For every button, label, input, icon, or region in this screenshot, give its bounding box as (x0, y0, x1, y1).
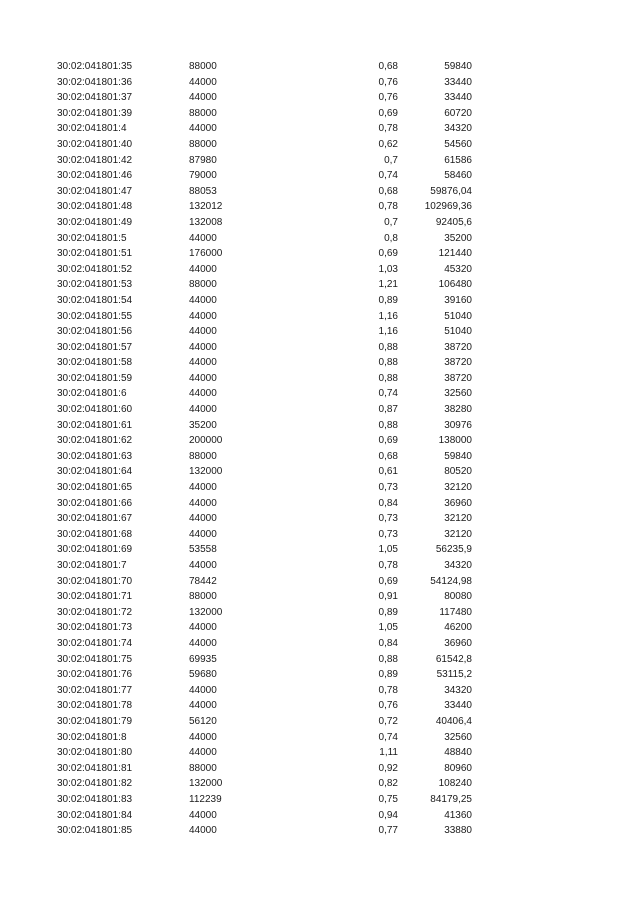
total-cell: 108240 (438, 778, 472, 790)
total-cell: 32560 (444, 731, 472, 743)
total-cell: 102969,36 (424, 201, 472, 213)
total-cell: 33440 (444, 700, 472, 712)
table-row (0, 574, 640, 590)
coefficient-cell: 0,68 (378, 450, 398, 462)
cadastral-number-cell: 30:02:041801:83 (57, 793, 133, 805)
area-cell: 44000 (189, 747, 217, 759)
cadastral-number-cell: 30:02:041801:7 (57, 560, 127, 571)
cadastral-number-cell: 30:02:041801:84 (57, 809, 133, 821)
coefficient-cell: 0,73 (378, 482, 398, 494)
coefficient-cell: 0,82 (378, 778, 398, 790)
table-row (0, 464, 640, 480)
data-table (0, 59, 640, 839)
area-cell: 44000 (189, 700, 217, 712)
area-cell: 88000 (189, 61, 217, 72)
coefficient-cell: 0,88 (378, 419, 398, 431)
table-row (0, 153, 640, 169)
total-cell: 32120 (444, 482, 472, 494)
total-cell: 84179,25 (430, 793, 472, 805)
coefficient-cell: 0,91 (378, 591, 398, 603)
cadastral-number-cell: 30:02:041801:63 (57, 450, 133, 462)
cadastral-number-cell: 30:02:041801:60 (57, 404, 133, 416)
table-row (0, 683, 640, 699)
coefficient-cell: 0,72 (378, 715, 398, 727)
cadastral-number-cell: 30:02:041801:57 (57, 341, 133, 353)
total-cell: 46200 (444, 622, 472, 634)
cadastral-number-cell: 30:02:041801:76 (57, 669, 133, 681)
area-cell: 88000 (189, 138, 217, 150)
table-row (0, 542, 640, 558)
area-cell: 88000 (189, 762, 217, 774)
coefficient-cell: 0,74 (378, 170, 398, 182)
cadastral-number-cell: 30:02:041801:5 (57, 232, 127, 244)
table-row (0, 59, 640, 75)
table-row (0, 698, 640, 714)
total-cell: 92405,6 (435, 216, 472, 228)
area-cell: 44000 (189, 513, 217, 525)
coefficient-cell: 0,84 (378, 637, 398, 649)
table-row (0, 745, 640, 761)
total-cell: 34320 (444, 123, 472, 135)
cadastral-number-cell: 30:02:041801:47 (57, 185, 133, 197)
total-cell: 32120 (444, 528, 472, 540)
table-row (0, 558, 640, 574)
table-row (0, 589, 640, 605)
coefficient-cell: 0,74 (378, 388, 398, 400)
total-cell: 35200 (444, 232, 472, 244)
area-cell: 69935 (189, 653, 217, 665)
coefficient-cell: 1,16 (378, 326, 398, 338)
cadastral-number-cell: 30:02:041801:73 (57, 622, 133, 634)
total-cell: 32120 (444, 513, 472, 525)
cadastral-number-cell: 30:02:041801:64 (57, 466, 133, 478)
coefficient-cell: 0,74 (378, 731, 398, 743)
coefficient-cell: 0,75 (378, 793, 398, 805)
table-row (0, 106, 640, 122)
area-cell: 44000 (189, 622, 217, 634)
table-row (0, 511, 640, 527)
area-cell: 44000 (189, 232, 217, 244)
table-row (0, 527, 640, 543)
coefficient-cell: 0,92 (378, 762, 398, 774)
area-cell: 44000 (189, 388, 217, 400)
coefficient-cell: 0,68 (378, 185, 398, 197)
area-cell: 88000 (189, 279, 217, 291)
total-cell: 38720 (444, 341, 472, 353)
cadastral-number-cell: 30:02:041801:39 (57, 107, 133, 119)
table-row (0, 620, 640, 636)
table-row (0, 246, 640, 262)
table-row (0, 776, 640, 792)
cadastral-number-cell: 30:02:041801:48 (57, 201, 133, 213)
coefficient-cell: 0,69 (378, 107, 398, 119)
area-cell: 44000 (189, 528, 217, 540)
cadastral-number-cell: 30:02:041801:35 (57, 61, 133, 72)
table-row (0, 293, 640, 309)
total-cell: 59840 (444, 450, 472, 462)
area-cell: 88000 (189, 107, 217, 119)
area-cell: 132000 (189, 778, 223, 790)
total-cell: 34320 (444, 684, 472, 696)
coefficient-cell: 0,73 (378, 513, 398, 525)
area-cell: 44000 (189, 731, 217, 743)
cadastral-number-cell: 30:02:041801:51 (57, 248, 133, 260)
cadastral-number-cell: 30:02:041801:71 (57, 591, 133, 603)
total-cell: 121440 (438, 248, 472, 260)
total-cell: 60720 (444, 107, 472, 119)
table-row (0, 496, 640, 512)
area-cell: 44000 (189, 92, 217, 104)
area-cell: 44000 (189, 372, 217, 384)
cadastral-number-cell: 30:02:041801:46 (57, 170, 133, 182)
table-row (0, 324, 640, 340)
coefficient-cell: 0,78 (378, 201, 398, 213)
cadastral-number-cell: 30:02:041801:78 (57, 700, 133, 712)
table-row (0, 277, 640, 293)
total-cell: 34320 (444, 560, 472, 571)
total-cell: 30976 (444, 419, 472, 431)
area-cell: 79000 (189, 170, 217, 182)
total-cell: 53115,2 (436, 669, 472, 681)
total-cell: 38720 (444, 372, 472, 384)
coefficient-cell: 0,77 (378, 825, 398, 837)
total-cell: 41360 (444, 809, 472, 821)
area-cell: 44000 (189, 482, 217, 494)
cadastral-number-cell: 30:02:041801:68 (57, 528, 133, 540)
total-cell: 36960 (444, 637, 472, 649)
table-row (0, 449, 640, 465)
coefficient-cell: 0,88 (378, 341, 398, 353)
cadastral-number-cell: 30:02:041801:85 (57, 825, 133, 837)
area-cell: 78442 (189, 575, 217, 587)
coefficient-cell: 0,88 (378, 372, 398, 384)
area-cell: 44000 (189, 825, 217, 837)
cadastral-number-cell: 30:02:041801:37 (57, 92, 133, 104)
total-cell: 106480 (438, 279, 472, 291)
total-cell: 48840 (444, 747, 472, 759)
coefficient-cell: 1,11 (379, 747, 398, 759)
table-row (0, 75, 640, 91)
area-cell: 44000 (189, 560, 217, 571)
total-cell: 39160 (444, 294, 472, 306)
cadastral-number-cell: 30:02:041801:4 (57, 123, 127, 135)
area-cell: 44000 (189, 123, 217, 135)
table-row (0, 386, 640, 402)
coefficient-cell: 0,84 (378, 497, 398, 509)
area-cell: 132000 (189, 606, 223, 618)
area-cell: 44000 (189, 497, 217, 509)
area-cell: 56120 (189, 715, 217, 727)
area-cell: 35200 (189, 419, 217, 431)
total-cell: 54124,98 (430, 575, 472, 587)
area-cell: 59680 (189, 669, 217, 681)
area-cell: 132012 (189, 201, 223, 213)
table-row (0, 137, 640, 153)
table-row (0, 667, 640, 683)
total-cell: 38720 (444, 357, 472, 369)
area-cell: 88000 (189, 591, 217, 603)
table-row (0, 433, 640, 449)
table-row (0, 199, 640, 215)
table-row (0, 730, 640, 746)
area-cell: 88053 (189, 185, 217, 197)
table-row (0, 402, 640, 418)
area-cell: 44000 (189, 684, 217, 696)
table-row (0, 823, 640, 839)
table-row (0, 355, 640, 371)
coefficient-cell: 0,7 (384, 154, 398, 166)
cadastral-number-cell: 30:02:041801:79 (57, 715, 133, 727)
total-cell: 80080 (444, 591, 472, 603)
table-row (0, 215, 640, 231)
coefficient-cell: 0,78 (378, 560, 398, 571)
coefficient-cell: 1,05 (378, 622, 398, 634)
area-cell: 87980 (189, 154, 217, 166)
table-row (0, 371, 640, 387)
cadastral-number-cell: 30:02:041801:65 (57, 482, 133, 494)
total-cell: 56235,9 (435, 544, 472, 556)
coefficient-cell: 0,87 (378, 404, 398, 416)
cadastral-number-cell: 30:02:041801:70 (57, 575, 133, 587)
area-cell: 44000 (189, 357, 217, 369)
total-cell: 51040 (444, 326, 472, 338)
area-cell: 88000 (189, 450, 217, 462)
coefficient-cell: 0,88 (378, 653, 398, 665)
total-cell: 80520 (444, 466, 472, 478)
area-cell: 44000 (189, 341, 217, 353)
cadastral-number-cell: 30:02:041801:40 (57, 138, 133, 150)
table-row (0, 808, 640, 824)
area-cell: 44000 (189, 263, 217, 275)
cadastral-number-cell: 30:02:041801:36 (57, 76, 133, 88)
coefficient-cell: 0,78 (378, 123, 398, 135)
cadastral-number-cell: 30:02:041801:54 (57, 294, 133, 306)
coefficient-cell: 0,69 (378, 435, 398, 447)
coefficient-cell: 0,68 (378, 61, 398, 72)
cadastral-number-cell: 30:02:041801:75 (57, 653, 133, 665)
total-cell: 51040 (444, 310, 472, 322)
total-cell: 138000 (438, 435, 472, 447)
cadastral-number-cell: 30:02:041801:61 (57, 419, 133, 431)
cadastral-number-cell: 30:02:041801:67 (57, 513, 133, 525)
cadastral-number-cell: 30:02:041801:74 (57, 637, 133, 649)
table-row (0, 168, 640, 184)
cadastral-number-cell: 30:02:041801:49 (57, 216, 133, 228)
table-row (0, 418, 640, 434)
table-row (0, 309, 640, 325)
coefficient-cell: 1,05 (378, 544, 398, 556)
area-cell: 53558 (189, 544, 217, 556)
table-row (0, 262, 640, 278)
table-row (0, 792, 640, 808)
cadastral-number-cell: 30:02:041801:66 (57, 497, 133, 509)
cadastral-number-cell: 30:02:041801:53 (57, 279, 133, 291)
area-cell: 176000 (189, 248, 223, 260)
coefficient-cell: 0,89 (378, 669, 398, 681)
cadastral-number-cell: 30:02:041801:72 (57, 606, 133, 618)
total-cell: 54560 (444, 138, 472, 150)
coefficient-cell: 1,16 (378, 310, 398, 322)
total-cell: 117480 (439, 606, 472, 618)
area-cell: 44000 (189, 326, 217, 338)
area-cell: 112239 (189, 793, 222, 805)
coefficient-cell: 0,8 (384, 232, 398, 244)
coefficient-cell: 0,89 (378, 606, 398, 618)
coefficient-cell: 0,7 (384, 216, 398, 228)
table-row (0, 605, 640, 621)
total-cell: 33440 (444, 92, 472, 104)
total-cell: 45320 (444, 263, 472, 275)
table-row (0, 90, 640, 106)
table-row (0, 480, 640, 496)
coefficient-cell: 0,76 (378, 700, 398, 712)
cadastral-number-cell: 30:02:041801:81 (57, 762, 133, 774)
coefficient-cell: 0,76 (378, 76, 398, 88)
area-cell: 44000 (189, 294, 217, 306)
total-cell: 36960 (444, 497, 472, 509)
table-row (0, 340, 640, 356)
area-cell: 132000 (189, 466, 223, 478)
area-cell: 44000 (189, 404, 217, 416)
coefficient-cell: 1,03 (378, 263, 398, 275)
cadastral-number-cell: 30:02:041801:58 (57, 357, 133, 369)
table-row (0, 761, 640, 777)
cadastral-number-cell: 30:02:041801:82 (57, 778, 133, 790)
coefficient-cell: 0,62 (378, 138, 398, 150)
total-cell: 40406,4 (435, 715, 472, 727)
cadastral-number-cell: 30:02:041801:59 (57, 372, 133, 384)
cadastral-number-cell: 30:02:041801:52 (57, 263, 133, 275)
coefficient-cell: 0,88 (378, 357, 398, 369)
total-cell: 59876,04 (430, 185, 472, 197)
total-cell: 80960 (444, 762, 472, 774)
total-cell: 61586 (444, 154, 472, 166)
coefficient-cell: 0,78 (378, 684, 398, 696)
coefficient-cell: 0,69 (378, 575, 398, 587)
cadastral-number-cell: 30:02:041801:62 (57, 435, 133, 447)
cadastral-number-cell: 30:02:041801:6 (57, 388, 127, 400)
coefficient-cell: 1,21 (378, 279, 398, 291)
coefficient-cell: 0,61 (378, 466, 398, 478)
area-cell: 44000 (189, 809, 217, 821)
coefficient-cell: 0,73 (378, 528, 398, 540)
table-row (0, 121, 640, 137)
area-cell: 200000 (189, 435, 223, 447)
area-cell: 132008 (189, 216, 223, 228)
coefficient-cell: 0,69 (378, 248, 398, 260)
total-cell: 33440 (444, 76, 472, 88)
table-row (0, 714, 640, 730)
cadastral-number-cell: 30:02:041801:8 (57, 731, 127, 743)
cadastral-number-cell: 30:02:041801:69 (57, 544, 133, 556)
area-cell: 44000 (189, 310, 217, 322)
total-cell: 38280 (444, 404, 472, 416)
coefficient-cell: 0,94 (378, 809, 398, 821)
cadastral-number-cell: 30:02:041801:56 (57, 326, 133, 338)
total-cell: 61542,8 (435, 653, 472, 665)
table-row (0, 184, 640, 200)
cadastral-number-cell: 30:02:041801:80 (57, 747, 133, 759)
total-cell: 58460 (444, 170, 472, 182)
table-row (0, 636, 640, 652)
cadastral-number-cell: 30:02:041801:77 (57, 684, 133, 696)
cadastral-number-cell: 30:02:041801:42 (57, 154, 133, 166)
area-cell: 44000 (189, 637, 217, 649)
table-row (0, 652, 640, 668)
total-cell: 59840 (444, 61, 472, 72)
coefficient-cell: 0,89 (378, 294, 398, 306)
area-cell: 44000 (189, 76, 217, 88)
total-cell: 32560 (444, 388, 472, 400)
cadastral-number-cell: 30:02:041801:55 (57, 310, 133, 322)
coefficient-cell: 0,76 (378, 92, 398, 104)
total-cell: 33880 (444, 825, 472, 837)
table-row (0, 231, 640, 247)
